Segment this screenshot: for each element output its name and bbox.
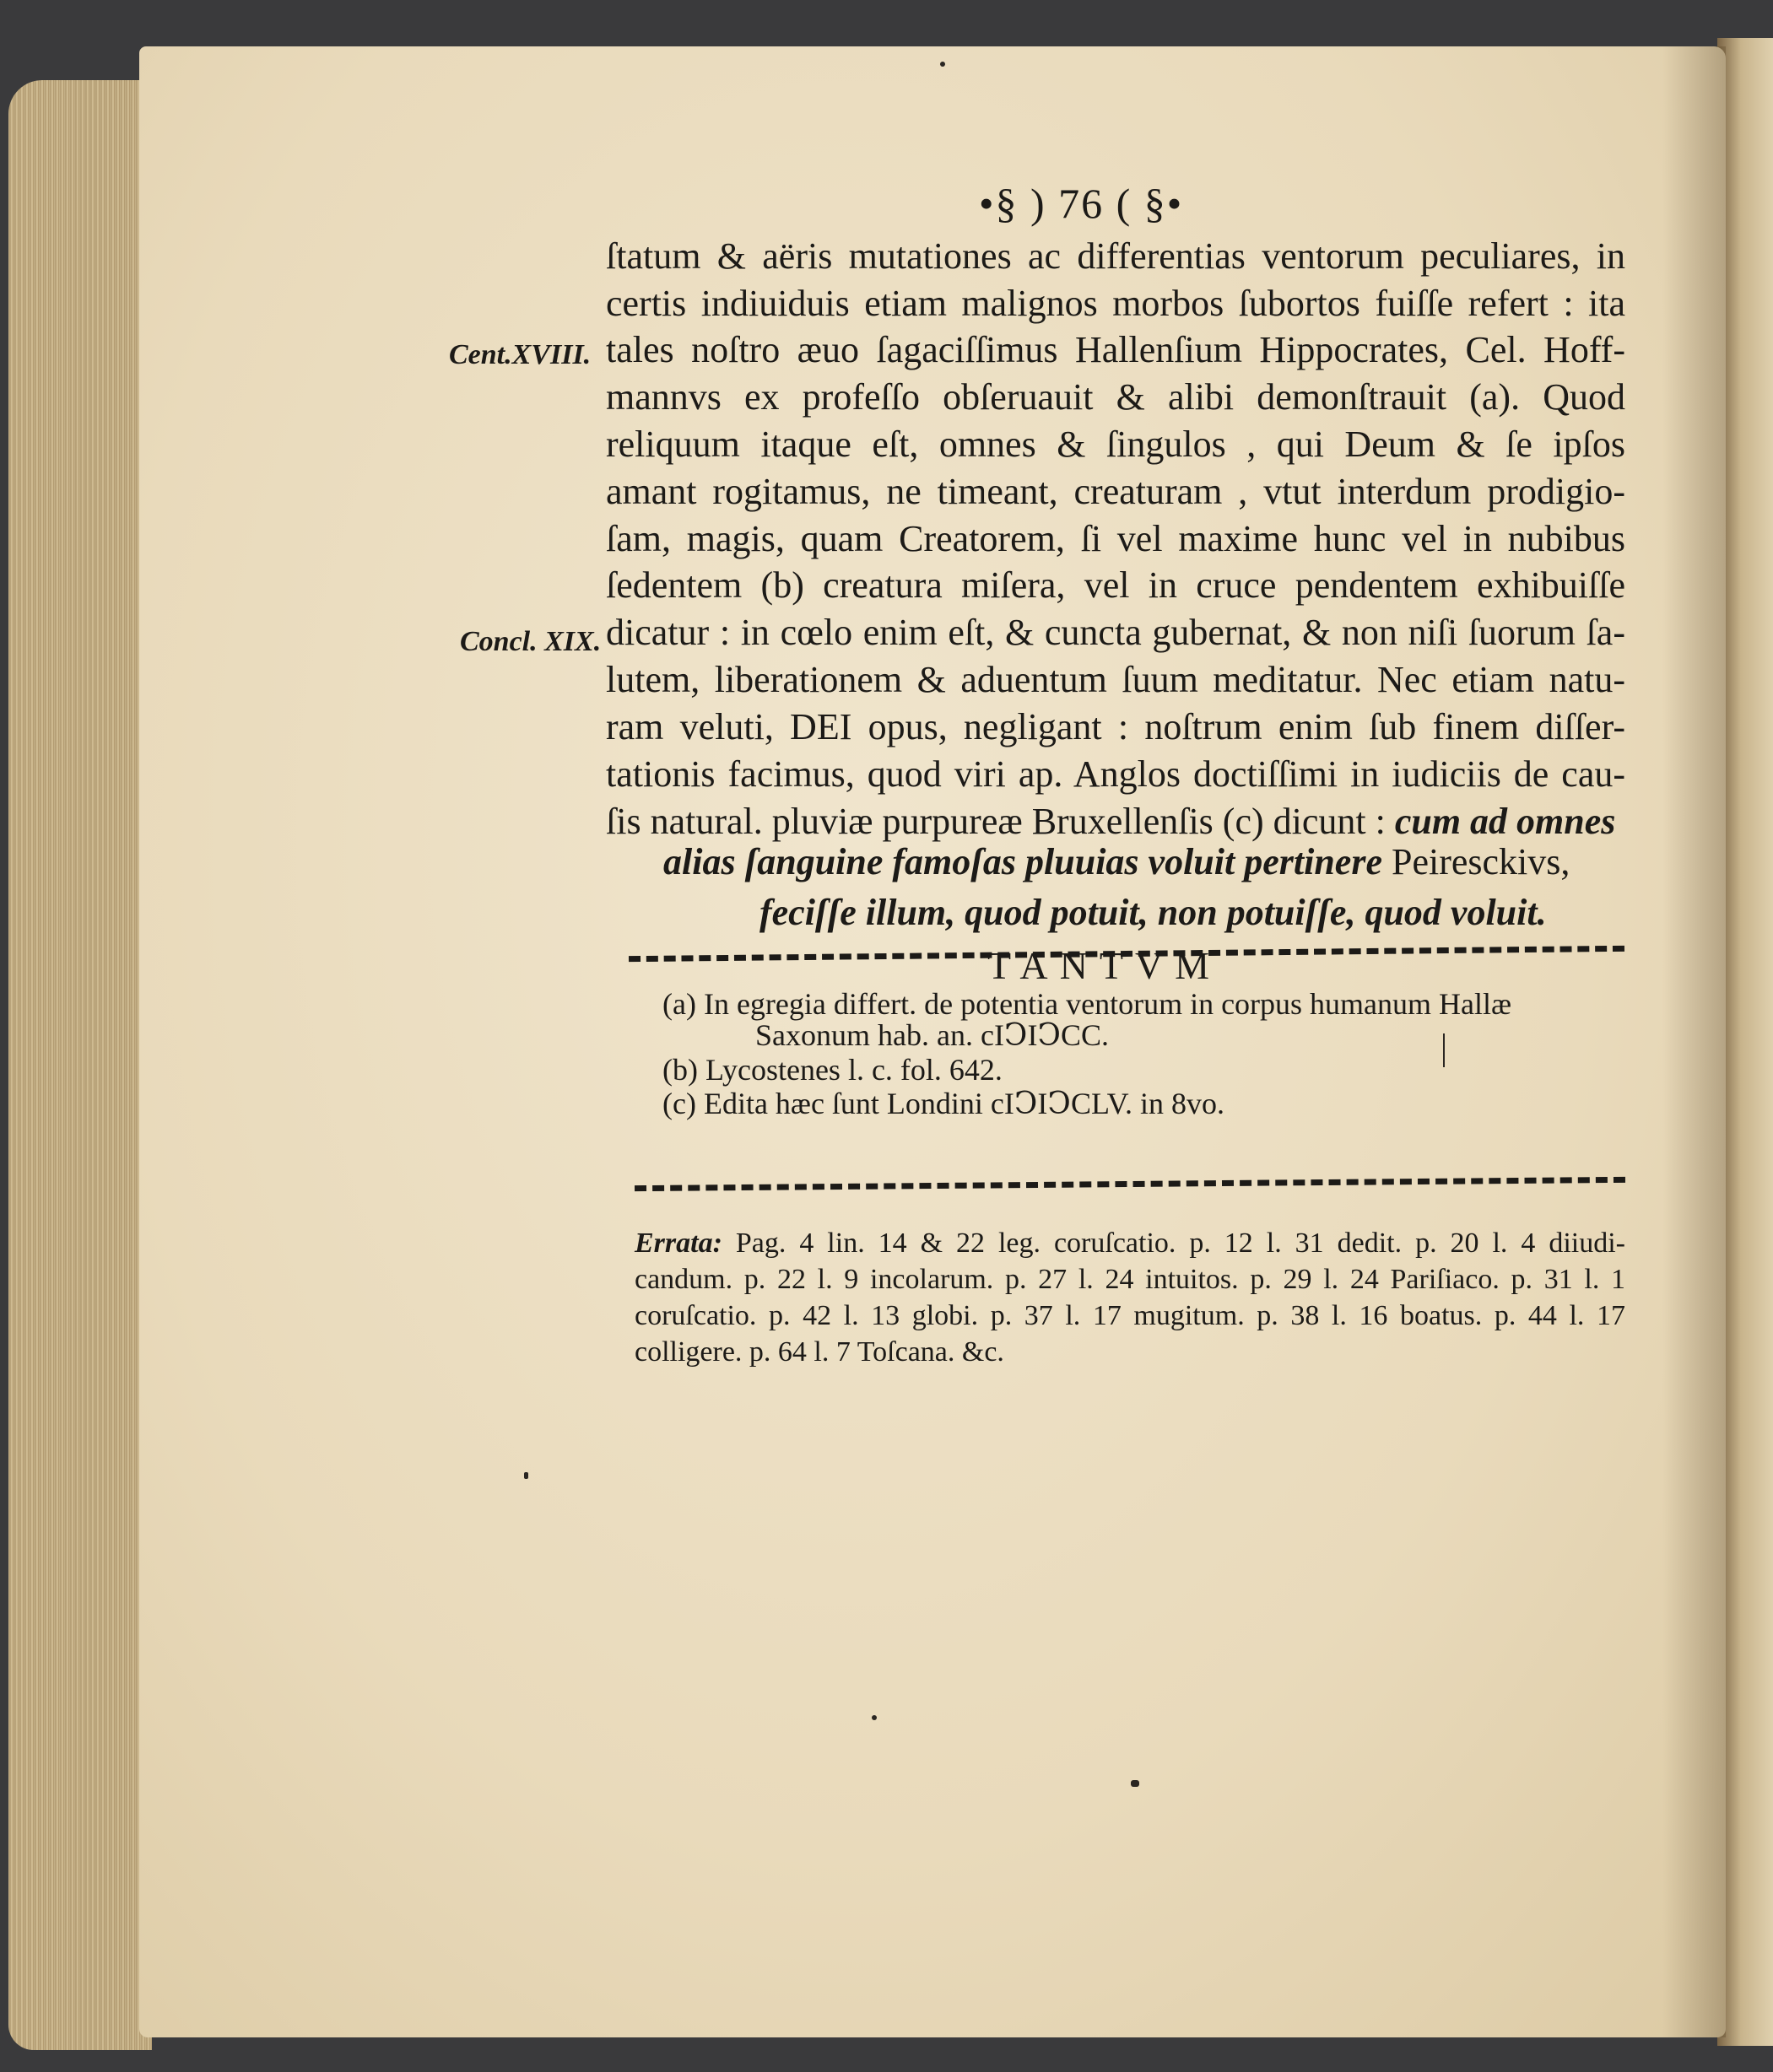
errata-text-1: Pag. 4 lin. 14 & 22 leg. coruſcatio. p. 12 l. 31 dedit. p. 20 l. 4 diiudi- (735, 1228, 1625, 1259)
body-line: mannvs ex profeſſo obſeruauit & alibi demonſtrauit (a). Quod (606, 376, 1625, 418)
errata-label: Errata: (635, 1228, 722, 1259)
page-header: •§ ) 76 ( §• (979, 180, 1184, 227)
speck (940, 62, 945, 67)
catchword-tantum: TANTVM (987, 944, 1222, 987)
speck (524, 1472, 528, 1479)
body-line: ſam, magis, quam Creatorem, ſi vel maxime hunc vel in nubibus (606, 518, 1625, 559)
speck (872, 1715, 877, 1720)
body-line-last-text: ſis natural. pluviæ purpureæ Bruxellenſis (c) dicunt : (606, 801, 1386, 842)
quote-line-1-caps: Peiresckivs, (1391, 841, 1570, 882)
quote-line-2-italic: feciſſe illum, quod potuit, non potuiſſe, quod voluit. (759, 892, 1547, 933)
errata-line-1 (635, 1229, 1625, 1258)
body-line: certis indiuiduis etiam malignos morbos ſubortos fuiſſe refert : ita (606, 283, 1625, 324)
book-page-edges (8, 80, 152, 2050)
footnote-a-cont: Saxonum hab. an. cIↃIↃCC. (755, 1018, 1110, 1052)
errata-line-2: candum. p. 22 l. 9 incolarum. p. 27 l. 24 intuitos. p. 29 l. 24 Pariſiaco. p. 31 l. 1 (635, 1264, 1625, 1295)
footnote-a: (a) In egregia differt. de potentia ventorum in corpus humanum Hallæ (662, 987, 1512, 1021)
page-gutter-shadow (1662, 46, 1726, 2037)
body-line: tales noſtro æuo ſagaciſſimus Hallenſium Hippocrates, Cel. Hoff- (606, 329, 1625, 370)
quote-line-1-italic: alias ſanguine famoſas pluuias voluit pertinere (663, 841, 1382, 882)
footnote-b: (b) Lycostenes l. c. fol. 642. (662, 1053, 1003, 1087)
quote-start: cum ad omnes (1394, 801, 1616, 842)
body-line: lutem, liberationem & aduentum ſuum meditatur. Nec etiam natu- (606, 659, 1625, 700)
body-line: ſtatum & aëris mutationes ac differentias ventorum peculiares, in (606, 235, 1625, 277)
margin-note-concl-xix: Concl. XIX. (460, 626, 602, 657)
errata-line-3: coruſcatio. p. 42 l. 13 globi. p. 37 l. 17 mugitum. p. 38 l. 16 boatus. p. 44 l. 17 (635, 1300, 1625, 1331)
body-line: reliquum itaque eſt, omnes & ſingulos , qui Deum & ſe ipſos (606, 424, 1625, 465)
body-line: ram veluti, DEI opus, negligant : noſtrum enim ſub finem diſſer- (606, 706, 1625, 747)
footnote-c: (c) Edita hæc ſunt Londini cIↃIↃCLV. in 8vo. (662, 1087, 1225, 1120)
body-line: amant rogitamus, ne timeant, creaturam , vtut interdum prodigio- (606, 471, 1625, 512)
errata-line-4: colligere. p. 64 l. 7 Toſcana. &c. (635, 1336, 1004, 1368)
body-line: ſedentem (b) creatura miſera, vel in cruce pendentem exhibuiſſe (606, 564, 1625, 606)
pencil-mark (1443, 1033, 1445, 1067)
quote-line-2 (759, 894, 1603, 931)
speck (1131, 1780, 1139, 1787)
margin-note-cent-xviii: Cent.XVIII. (449, 339, 592, 370)
quote-line-1 (663, 841, 1625, 882)
body-line: dicatur : in cœlo enim eſt, & cuncta gubernat, & non niſi ſuorum ſa- (606, 612, 1625, 653)
body-line-last (606, 803, 1625, 840)
body-line: tationis facimus, quod viri ap. Anglos doctiſſimi in iudiciis de cau- (606, 753, 1625, 795)
